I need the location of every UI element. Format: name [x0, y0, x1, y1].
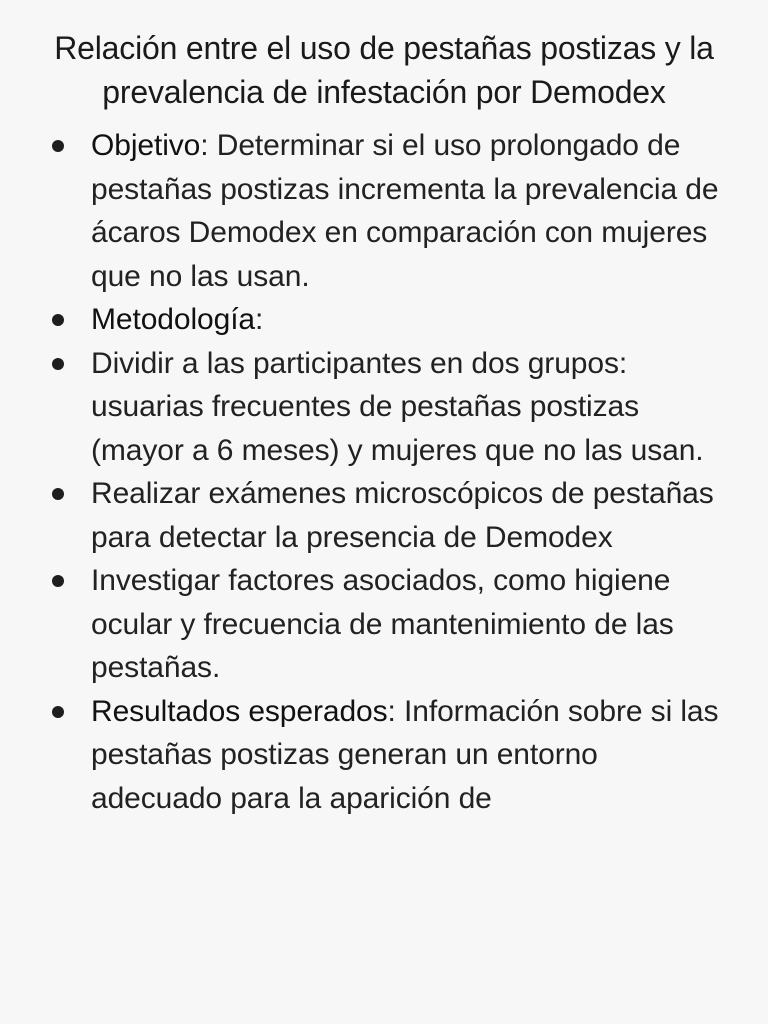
list-item-resultados — [0, 690, 768, 821]
item-text: Determinar si el uso prolongado de pestañas postizas incrementa la prevalencia de ácaros Demodex en comparación con mujeres que no las usan. — [91, 129, 719, 293]
list-item-objetivo — [0, 124, 768, 298]
item-text: Realizar exámenes microscópicos de pestañas para detectar la presencia de Demodex — [91, 477, 714, 554]
list-item-factores — [0, 559, 768, 690]
item-text: Investigar factores asociados, como higiene ocular y frecuencia de mantenimiento de las pestañas. — [91, 564, 674, 684]
bullet-icon — [52, 140, 64, 152]
bullet-icon — [52, 314, 64, 326]
list-item-metodologia — [0, 298, 768, 342]
bullet-icon — [52, 575, 64, 587]
item-label: Metodología — [91, 303, 256, 336]
list-item-examenes — [0, 472, 768, 559]
item-separator: : — [255, 303, 264, 336]
list-item-grupos — [0, 342, 768, 473]
item-label: Resultados esperados — [91, 694, 388, 728]
bullet-icon — [52, 488, 64, 500]
item-separator: : — [387, 694, 396, 728]
document-title: Relación entre el uso de pestañas postizas y la prevalencia de infestación por Demodex — [54, 30, 714, 110]
item-text: Dividir a las participantes en dos grupos: usuarias frecuentes de pestañas postizas (mayor a 6 meses) y mujeres que no las usan. — [91, 346, 704, 467]
item-separator: : — [200, 129, 209, 162]
bullet-icon — [52, 706, 64, 718]
bullet-list — [0, 124, 768, 820]
bullet-icon — [52, 358, 64, 370]
item-text: Información sobre si las pestañas postizas generan un entorno adecuado para la aparición de — [91, 694, 719, 815]
item-label: Objetivo — [91, 129, 201, 162]
